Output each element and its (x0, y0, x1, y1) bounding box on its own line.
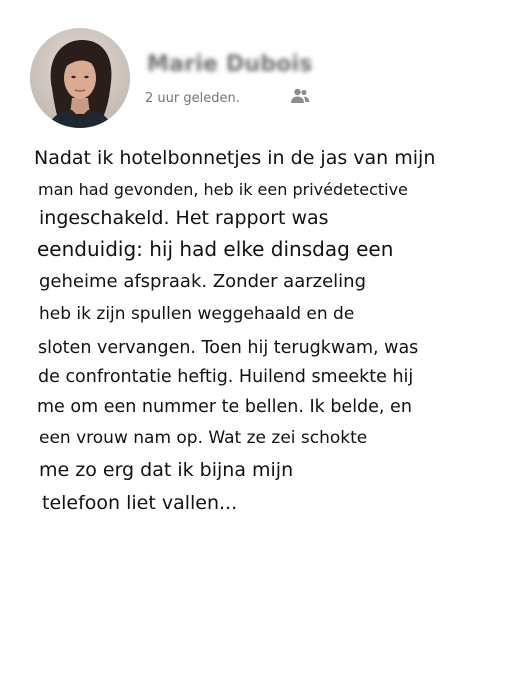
timestamp[interactable]: 2 uur geleden. (145, 90, 240, 106)
body-line: heb ik zijn spullen weggehaald en de (39, 304, 355, 324)
avatar[interactable] (30, 28, 130, 128)
body-line: geheime afspraak. Zonder aarzeling (39, 271, 367, 292)
post-meta (145, 88, 240, 108)
body-line: me zo erg dat ik bijna mijn (39, 459, 294, 481)
friends-icon (290, 87, 310, 105)
body-line: eenduidig: hij had elke dinsdag een (37, 237, 394, 261)
body-line: telefoon liet vallen... (42, 492, 238, 514)
body-line: ingeschakeld. Het rapport was (39, 207, 329, 229)
body-line: een vrouw nam op. Wat ze zei schokte (39, 428, 368, 448)
body-line: Nadat ik hotelbonnetjes in de jas van mijn (34, 147, 436, 169)
body-line: me om een nummer te bellen. Ik belde, en (37, 397, 412, 417)
body-line: man had gevonden, heb ik een privédetective (38, 180, 408, 199)
avatar-photo (30, 28, 130, 128)
body-line: sloten vervangen. Toen hij terugkwam, was (38, 338, 419, 358)
body-line: de confrontatie heftig. Huilend smeekte hij (38, 367, 414, 387)
author-name[interactable]: Marie Dubois (147, 52, 313, 77)
